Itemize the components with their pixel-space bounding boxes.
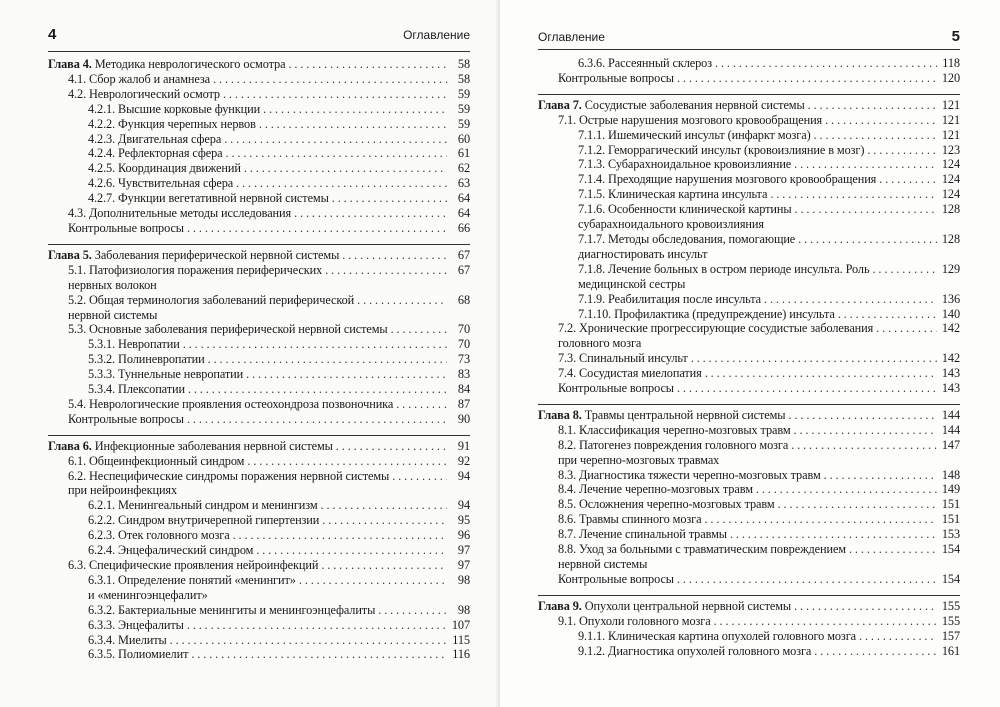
toc-entry-title: 7.2. Хронические прогрессирующие сосудистые заболевания головного мозга [558, 321, 874, 351]
toc-page-number: 143 [941, 366, 960, 381]
toc-chapter-title [48, 248, 339, 263]
toc-page-number: 70 [457, 337, 470, 352]
dot-leader [321, 498, 447, 513]
toc-entry-title: 4.2.6. Чувствительная сфера [88, 176, 234, 191]
toc-entry-title: 7.4. Сосудистая миелопатия [558, 366, 702, 381]
toc-chapter[interactable] [48, 244, 470, 263]
toc-page-number: 98 [457, 602, 470, 617]
dot-leader [378, 603, 447, 618]
toc-entry[interactable] [48, 382, 470, 397]
dot-leader [715, 56, 937, 71]
toc-page-number: 124 [941, 187, 960, 202]
toc-entry-title: 5.2. Общая терминология заболеваний периферической нервной системы [68, 292, 355, 322]
toc-entry[interactable] [48, 618, 470, 633]
dot-leader [336, 439, 447, 454]
toc-entry[interactable] [48, 132, 470, 147]
toc-entry-title: 4.3. Дополнительные методы исследования [68, 206, 292, 221]
toc-entry-title: 4.1. Сбор жалоб и анамнеза [68, 71, 211, 86]
toc-page-number: 67 [457, 262, 470, 277]
dot-leader [872, 262, 937, 277]
toc-chapter[interactable] [48, 57, 470, 72]
toc-page-number: 121 [941, 127, 960, 142]
toc-chapter-title [48, 439, 333, 454]
toc-page-number: 136 [941, 291, 960, 306]
toc-entry[interactable] [538, 56, 960, 71]
left-page-number: 4 [48, 26, 57, 43]
toc-entry[interactable] [538, 644, 960, 659]
toc-entry[interactable] [48, 603, 470, 618]
toc-entry[interactable] [48, 558, 470, 573]
toc-page-number: 59 [457, 86, 470, 101]
toc-entry-title: 5.4. Неврологические проявления остеохондроза позвоночника [68, 396, 394, 411]
toc-page-number: 128 [941, 231, 960, 246]
toc-entry-title: 7.1.2. Геморрагический инсульт (кровоизлияние в мозг) [578, 142, 865, 157]
left-header-rule [48, 51, 470, 52]
toc-page-number: 95 [457, 513, 470, 528]
dot-leader [325, 263, 447, 278]
dot-leader [322, 513, 447, 528]
dot-leader [859, 629, 937, 644]
dot-leader [256, 543, 447, 558]
toc-page-number: 68 [457, 292, 470, 307]
toc-page-number: 149 [941, 482, 960, 497]
dot-leader [170, 633, 447, 648]
dot-leader [677, 381, 937, 396]
toc-entry-title: 7.1. Острые нарушения мозгового кровообращения [558, 112, 823, 127]
toc-entry-title: Заболевания периферической нервной системы [94, 247, 340, 262]
toc-entry-title: 6.3.1. Определение понятий «менингит» и «менингоэнцефалит» [88, 572, 296, 602]
toc-entry[interactable] [538, 128, 960, 143]
toc-entry[interactable] [48, 543, 470, 558]
toc-entry-title: 7.3. Спинальный инсульт [558, 351, 688, 366]
toc-entry[interactable] [538, 157, 960, 172]
toc-page-number: 123 [941, 142, 960, 157]
toc-entry[interactable] [538, 321, 960, 351]
toc-page-number: 124 [941, 172, 960, 187]
dot-leader [342, 248, 447, 263]
toc-entry-title: 8.3. Диагностика тяжести черепно-мозговых травм [558, 467, 821, 482]
toc-chapter-label: Глава 4. [48, 57, 92, 71]
toc-entry[interactable] [538, 71, 960, 86]
toc-entry[interactable] [48, 513, 470, 528]
toc-page-number: 94 [457, 498, 470, 513]
toc-page-number: 121 [941, 112, 960, 127]
toc-chapter-title [48, 57, 285, 72]
toc-entry-title: Контрольные вопросы [68, 220, 184, 235]
toc-page-number: 151 [941, 512, 960, 527]
toc-page-number: 155 [941, 613, 960, 628]
toc-entry-title: Контрольные вопросы [558, 70, 674, 85]
toc-page-number: 144 [941, 407, 960, 422]
toc-entry[interactable] [538, 307, 960, 322]
dot-leader [808, 98, 937, 113]
toc-entry-title: Сосудистые заболевания нервной системы [584, 97, 805, 112]
toc-page-number: 143 [941, 381, 960, 396]
dot-leader [187, 221, 447, 236]
dot-leader [814, 644, 937, 659]
toc-entry[interactable] [48, 469, 470, 499]
dot-leader [332, 191, 447, 206]
toc-entry[interactable] [48, 633, 470, 648]
toc-page-number: 59 [457, 116, 470, 131]
toc-page-number: 118 [942, 56, 960, 70]
toc-page-number: 128 [941, 202, 960, 217]
dot-leader [213, 72, 447, 87]
toc-chapter[interactable] [48, 435, 470, 454]
toc-chapter[interactable] [538, 404, 960, 423]
toc-page-number: 144 [941, 422, 960, 437]
toc-page-number: 140 [941, 306, 960, 321]
toc-page-number: 155 [941, 598, 960, 613]
dot-leader [838, 307, 937, 322]
toc-entry[interactable] [48, 647, 470, 662]
toc-entry-title: Контрольные вопросы [68, 411, 184, 426]
dot-leader [825, 113, 937, 128]
toc-entry[interactable] [538, 423, 960, 438]
toc-entry[interactable] [538, 366, 960, 381]
dot-leader [756, 482, 937, 497]
dot-leader [208, 352, 447, 367]
dot-leader [867, 143, 937, 158]
toc-entry-title: 8.8. Уход за больными с травматическим повреждением нервной системы [558, 542, 846, 571]
toc-chapter-label: Глава 6. [48, 438, 92, 453]
toc-entry-title: Контрольные вопросы [558, 381, 674, 396]
toc-chapter[interactable] [538, 94, 960, 113]
toc-entry-title: 7.1.3. Субарахноидальное кровоизлияние [578, 157, 792, 172]
toc-entry-title: 5.3.4. Плексопатии [88, 382, 185, 397]
toc-entry-title: 5.3.1. Невропатии [88, 337, 180, 352]
toc-entry[interactable] [538, 202, 960, 232]
toc-entry-title: Опухоли центральной нервной системы [584, 598, 792, 613]
toc-chapter-title [538, 599, 791, 614]
right-page-number: 5 [951, 28, 960, 45]
toc-entry-title: 6.2.2. Синдром внутричерепной гипертензии [88, 513, 320, 528]
toc-page-number: 60 [457, 131, 470, 146]
toc-entry[interactable] [48, 87, 470, 102]
toc-page-number: 61 [457, 146, 470, 161]
toc-entry[interactable] [48, 221, 470, 236]
toc-entry-title: 4.2.1. Высшие корковые функции [88, 101, 261, 116]
dot-leader [730, 527, 937, 542]
toc-page-number: 147 [941, 437, 960, 452]
right-header-title: Оглавление [538, 30, 605, 44]
toc-chapter-label: Глава 7. [538, 97, 582, 112]
toc-page-number: 73 [457, 352, 470, 367]
toc-entry-title: 6.2.1. Менингеальный синдром и менингизм [88, 498, 318, 513]
toc-chapter-label: Глава 5. [48, 247, 92, 262]
dot-leader [876, 321, 937, 336]
toc-entry[interactable] [538, 629, 960, 644]
dot-leader [321, 558, 447, 573]
dot-leader [187, 618, 447, 633]
toc-entry-title: 4.2.5. Координация движений [88, 161, 241, 176]
toc-page-number: 59 [457, 101, 470, 116]
toc-entry-title: 4.2.4. Рефлекторная сфера [88, 146, 223, 161]
toc-entry-title: Контрольные вопросы [558, 571, 674, 586]
dot-leader [391, 322, 447, 337]
toc-entry[interactable] [48, 322, 470, 337]
toc-entry[interactable] [48, 352, 470, 367]
toc-entry-title: 7.1.6. Особенности клинической картины субарахноидального кровоизлияния [578, 202, 792, 232]
toc-page-number: 142 [941, 351, 960, 366]
dot-leader [704, 512, 937, 527]
toc-page-number: 58 [457, 71, 470, 86]
toc-entry[interactable] [538, 143, 960, 158]
dot-leader [714, 614, 937, 629]
toc-page-number: 66 [457, 220, 470, 235]
toc-entry[interactable] [48, 206, 470, 221]
toc-entry[interactable] [538, 232, 960, 262]
toc-entry-title: 7.1.10. Профилактика (предупреждение) инсульта [578, 306, 835, 321]
toc-entry[interactable] [538, 381, 960, 396]
dot-leader [259, 117, 447, 132]
toc-entry[interactable] [48, 191, 470, 206]
toc-page-number: 154 [941, 571, 960, 586]
toc-entry-title: 8.1. Классификация черепно-мозговых травм [558, 422, 791, 437]
left-page-header [48, 26, 470, 46]
toc-entry-title: 6.3.2. Бактериальные менингиты и менингоэнцефалиты [88, 602, 376, 617]
toc-entry[interactable] [538, 113, 960, 128]
toc-entry-title: 7.1.7. Методы обследования, помогающие диагностировать инсульт [578, 231, 796, 261]
toc-entry-title: 6.2. Неспецифические синдромы поражения нервной системы при нейроинфекциях [68, 468, 390, 498]
toc-entry[interactable] [48, 337, 470, 352]
toc-page-number: 124 [941, 157, 960, 172]
toc-entry[interactable] [48, 146, 470, 161]
toc-entry-title: 4.2.3. Двигательная сфера [88, 131, 222, 146]
toc-entry[interactable] [538, 351, 960, 366]
dot-leader [288, 57, 447, 72]
dot-leader [263, 102, 447, 117]
toc-entry[interactable] [538, 614, 960, 629]
toc-page-number: 151 [941, 497, 960, 512]
toc-page-number: 63 [457, 176, 470, 191]
toc-entry-title: 9.1.2. Диагностика опухолей головного мозга [578, 643, 812, 658]
dot-leader [246, 367, 447, 382]
toc-entry[interactable] [48, 397, 470, 412]
toc-chapter-title [538, 98, 805, 113]
toc-entry[interactable] [48, 573, 470, 603]
toc-entry-title: 5.3.2. Полиневропатии [88, 352, 205, 367]
toc-page-number: 154 [941, 542, 960, 557]
toc-page-number: 161 [941, 643, 960, 658]
dot-leader [824, 468, 937, 483]
dot-leader [233, 528, 447, 543]
dot-leader [396, 397, 447, 412]
toc-page-number: 157 [941, 628, 960, 643]
toc-entry[interactable] [538, 262, 960, 292]
toc-page-number: 142 [941, 321, 960, 336]
toc-chapter-title [538, 408, 785, 423]
toc-page-number: 87 [457, 396, 470, 411]
left-header-title: Оглавление [403, 28, 470, 42]
right-page-header [538, 26, 960, 46]
toc-entry-title: 7.1.5. Клиническая картина инсульта [578, 187, 768, 202]
toc-entry[interactable] [48, 102, 470, 117]
toc-page-number: 62 [457, 161, 470, 176]
dot-leader [778, 497, 937, 512]
toc-entry[interactable] [538, 542, 960, 572]
toc-entry-title: 8.5. Осложнения черепно-мозговых травм [558, 497, 775, 512]
toc-entry[interactable] [538, 527, 960, 542]
dot-leader [191, 647, 447, 662]
toc-entry[interactable] [538, 482, 960, 497]
toc-page-number: 64 [457, 191, 470, 206]
toc-page-number: 148 [941, 467, 960, 482]
dot-leader [188, 382, 447, 397]
toc-entry[interactable] [48, 454, 470, 469]
dot-leader [794, 599, 937, 614]
toc-entry[interactable] [48, 293, 470, 323]
toc-page-number: 116 [452, 647, 470, 662]
toc-entry-title: 6.3.5. Полиомиелит [88, 647, 189, 662]
toc-page-number: 91 [457, 438, 470, 453]
toc-entry-title: Травмы центральной нервной системы [584, 407, 786, 422]
toc-entry-title: Методика неврологического осмотра [94, 57, 286, 71]
toc-entry-title: 4.2. Неврологический осмотр [68, 86, 220, 101]
right-toc [538, 56, 960, 658]
dot-leader [677, 572, 937, 587]
dot-leader [691, 351, 937, 366]
toc-entry[interactable] [48, 528, 470, 543]
toc-entry-title: Инфекционные заболевания нервной системы [94, 438, 333, 453]
toc-entry[interactable] [538, 187, 960, 202]
toc-entry-title: 5.3. Основные заболевания периферической нервной системы [68, 322, 388, 337]
toc-chapter[interactable] [538, 595, 960, 614]
toc-entry-title: 6.1. Общеинфекционный синдром [68, 453, 245, 468]
toc-page-number: 107 [451, 617, 470, 632]
toc-entry-title: 8.2. Патогенез повреждения головного мозга при черепно-мозговых травмах [558, 437, 789, 467]
toc-entry-title: 6.3. Специфические проявления нейроинфекций [68, 558, 319, 572]
dot-leader [299, 573, 447, 588]
toc-entry-title: 5.3.3. Туннельные невропатии [88, 367, 244, 382]
toc-chapter-label: Глава 9. [538, 598, 582, 613]
toc-entry[interactable] [48, 498, 470, 513]
toc-page-number: 67 [457, 247, 470, 262]
toc-chapter-label: Глава 8. [538, 407, 582, 422]
toc-entry[interactable] [538, 438, 960, 468]
toc-page-number: 98 [457, 572, 470, 587]
dot-leader [705, 366, 937, 381]
dot-leader [677, 71, 937, 86]
toc-entry[interactable] [48, 161, 470, 176]
toc-page-number: 97 [457, 558, 470, 572]
dot-leader [247, 454, 447, 469]
toc-entry-title: 7.1.1. Ишемический инсульт (инфаркт мозга) [578, 127, 811, 142]
toc-page-number: 64 [457, 206, 470, 221]
toc-entry[interactable] [538, 468, 960, 483]
dot-leader [764, 292, 937, 307]
dot-leader [244, 161, 447, 176]
toc-entry[interactable] [538, 292, 960, 307]
dot-leader [794, 423, 937, 438]
toc-entry[interactable] [538, 512, 960, 527]
dot-leader [791, 438, 937, 453]
right-header-rule [538, 49, 960, 50]
toc-page-number: 97 [457, 543, 470, 558]
toc-page-number: 115 [452, 632, 470, 647]
toc-entry-title: 4.2.2. Функция черепных нервов [88, 116, 256, 131]
toc-entry-title: 6.2.4. Энцефалический синдром [88, 543, 254, 558]
toc-entry-title: 7.1.9. Реабилитация после инсульта [578, 291, 761, 306]
toc-entry-title: 6.3.6. Рассеянный склероз [578, 56, 712, 70]
toc-page-number: 120 [941, 70, 960, 85]
dot-leader [770, 187, 937, 202]
dot-leader [849, 542, 937, 557]
toc-entry-title: 6.3.3. Энцефалиты [88, 617, 184, 632]
toc-page-number: 83 [457, 367, 470, 382]
dot-leader [879, 172, 937, 187]
toc-entry[interactable] [48, 412, 470, 427]
toc-page-number: 153 [941, 527, 960, 542]
toc-entry-title: 8.7. Лечение спинальной травмы [558, 527, 727, 542]
toc-entry-title: 9.1. Опухоли головного мозга [558, 613, 711, 628]
toc-entry-title: 6.2.3. Отек головного мозга [88, 528, 230, 543]
dot-leader [183, 337, 447, 352]
toc-entry-title: 5.1. Патофизиология поражения периферических нервных волокон [68, 262, 323, 292]
dot-leader [788, 408, 937, 423]
toc-entry[interactable] [48, 117, 470, 132]
dot-leader [223, 87, 447, 102]
dot-leader [236, 176, 447, 191]
dot-leader [226, 146, 447, 161]
toc-entry[interactable] [538, 572, 960, 587]
toc-page-number: 70 [457, 322, 470, 337]
dot-leader [224, 132, 447, 147]
toc-entry-title: 9.1.1. Клиническая картина опухолей головного мозга [578, 628, 856, 643]
right-page [500, 0, 1000, 707]
toc-page-number: 96 [457, 528, 470, 543]
toc-entry-title: 8.6. Травмы спинного мозга [558, 512, 702, 527]
toc-entry-title: 7.1.4. Преходящие нарушения мозгового кровообращения [578, 172, 877, 187]
toc-page-number: 84 [457, 382, 470, 397]
toc-entry[interactable] [48, 367, 470, 382]
dot-leader [798, 232, 937, 247]
toc-entry[interactable] [48, 176, 470, 191]
toc-entry-title: 6.3.4. Миелиты [88, 632, 167, 647]
dot-leader [814, 128, 937, 143]
toc-page-number: 94 [457, 468, 470, 483]
toc-page-number: 92 [457, 453, 470, 468]
toc-entry-title: 4.2.7. Функции вегетативной нервной системы [88, 191, 329, 206]
left-toc [48, 57, 470, 662]
toc-page-number: 121 [941, 97, 960, 112]
toc-entry-title: 7.1.8. Лечение больных в остром периоде инсульта. Роль медицинской сестры [578, 261, 870, 291]
toc-entry[interactable] [538, 172, 960, 187]
toc-entry-title: 8.4. Лечение черепно-мозговых травм [558, 482, 753, 497]
toc-entry[interactable] [48, 72, 470, 87]
dot-leader [794, 157, 937, 172]
dot-leader [392, 469, 447, 484]
dot-leader [187, 412, 447, 427]
toc-page-number: 58 [457, 57, 470, 71]
toc-page-number: 90 [457, 411, 470, 426]
toc-entry[interactable] [48, 263, 470, 293]
dot-leader [294, 206, 447, 221]
dot-leader [357, 293, 447, 308]
toc-entry[interactable] [538, 497, 960, 512]
dot-leader [795, 202, 937, 217]
toc-page-number: 129 [941, 261, 960, 276]
